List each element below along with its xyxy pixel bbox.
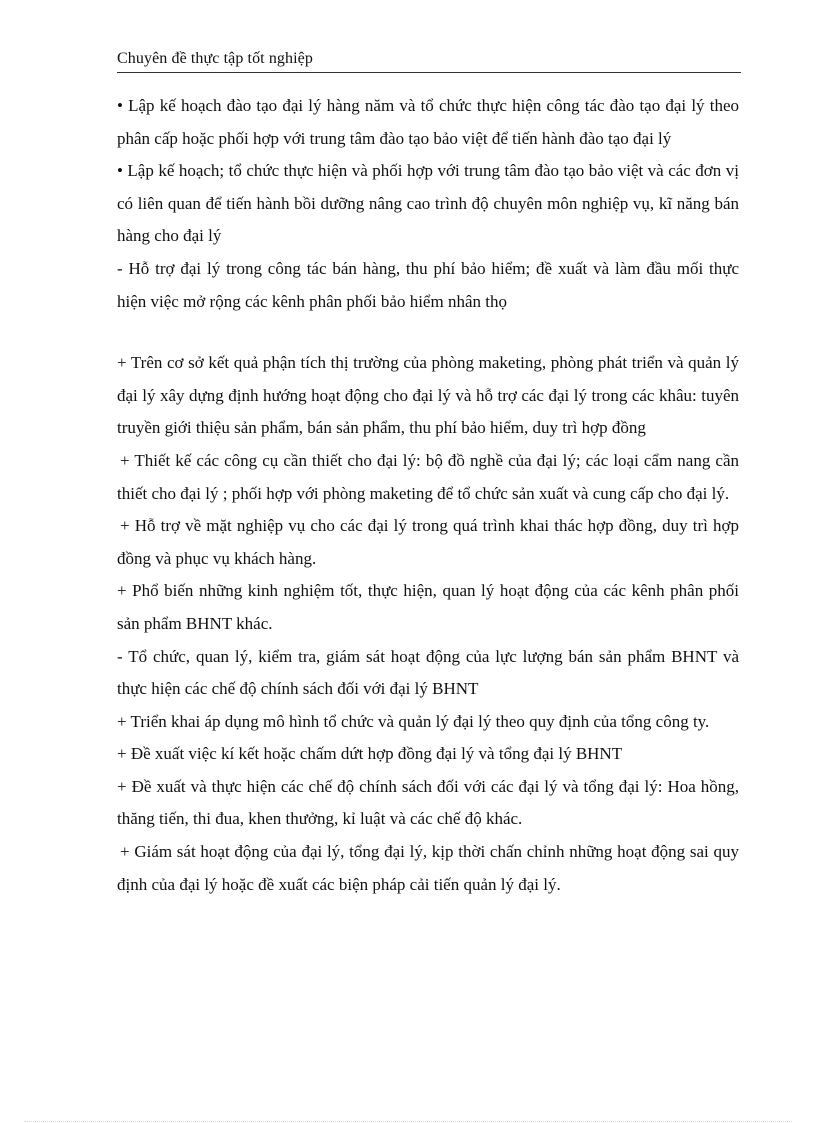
paragraph-market-analysis: + Trên cơ sở kết quả phận tích thị trường của phòng maketing, phòng phát triển và quản lý đại lý xây dựng định hướng hoạt động cho đại lý và hỗ trợ các đại lý trong các khâu: tuyên truyền giới thiệu sản phẩm, bán sản phẩm, thu phí bảo hiểm, duy trì hợp đồng: [117, 353, 739, 438]
page-header: [117, 48, 741, 73]
paragraph-sales-support: - Hỗ trợ đại lý trong công tác bán hàng, thu phí bảo hiểm; đề xuất và làm đầu mối thực hiện việc mở rộng các kênh phân phối bảo hiểm nhân thọ: [117, 258, 739, 311]
paragraph-monitoring: + Giám sát hoạt động của đại lý, tổng đại lý, kịp thời chấn chỉnh những hoạt động sai quy định của đại lý hoặc đề xuất các biện pháp cải tiến quản lý đại lý.: [117, 842, 739, 894]
paragraph-contract-proposal: + Đề xuất việc kí kết hoặc chấm dứt hợp đồng đại lý và tổng đại lý BHNT: [117, 744, 623, 764]
header-title: Chuyên đề thực tập tốt nghiệp: [117, 50, 313, 67]
document-body: [117, 90, 739, 901]
paragraph-experience-sharing: + Phổ biến những kinh nghiệm tốt, thực hiện, quan lý hoạt động của các kênh phân phối sản phẩm BHNT khác.: [117, 581, 739, 633]
paragraph-supervision: - Tổ chức, quan lý, kiểm tra, giám sát hoạt động của lực lượng bán sản phẩm BHNT và thực hiện các chế độ chính sách đối với đại lý BHNT: [117, 646, 739, 699]
paragraph-gap: [117, 318, 739, 347]
paragraph-policy-proposal: + Đề xuất và thực hiện các chế độ chính sách đối với các đại lý và tổng đại lý: Hoa hồng, thăng tiến, thi đua, khen thưởng, kỉ luật và các chế độ khác.: [117, 776, 739, 829]
page-bottom-rule: [24, 1121, 792, 1122]
paragraph-coordination: • Lập kế hoạch; tổ chức thực hiện và phối hợp với trung tâm đào tạo bảo việt và các đơn vị có liên quan để tiến hành bồi dưỡng nâng cao trình độ chuyên môn nghiệp vụ, kĩ năng bán hàng cho đại lý: [117, 161, 739, 246]
paragraph-training-plan: • Lập kế hoạch đào tạo đại lý hàng năm và tổ chức thực hiện công tác đào tạo đại lý theo phân cấp hoặc phối hợp với trung tâm đào tạo bảo việt để tiến hành đào tạo đại lý: [117, 96, 739, 148]
paragraph-tools-design: + Thiết kế các công cụ cần thiết cho đại lý: bộ đồ nghề của đại lý; các loại cẩm nang cần thiết cho đại lý ; phối hợp với phòng maketing để tổ chức sản xuất và cung cấp cho đại lý.: [117, 450, 739, 503]
paragraph-model-deployment: + Triển khai áp dụng mô hình tổ chức và quản lý đại lý theo quy định của tổng công ty.: [117, 711, 710, 731]
paragraph-operational-support: + Hỗ trợ về mặt nghiệp vụ cho các đại lý trong quá trình khai thác hợp đồng, duy trì hợp đồng và phục vụ khách hàng.: [117, 516, 739, 568]
